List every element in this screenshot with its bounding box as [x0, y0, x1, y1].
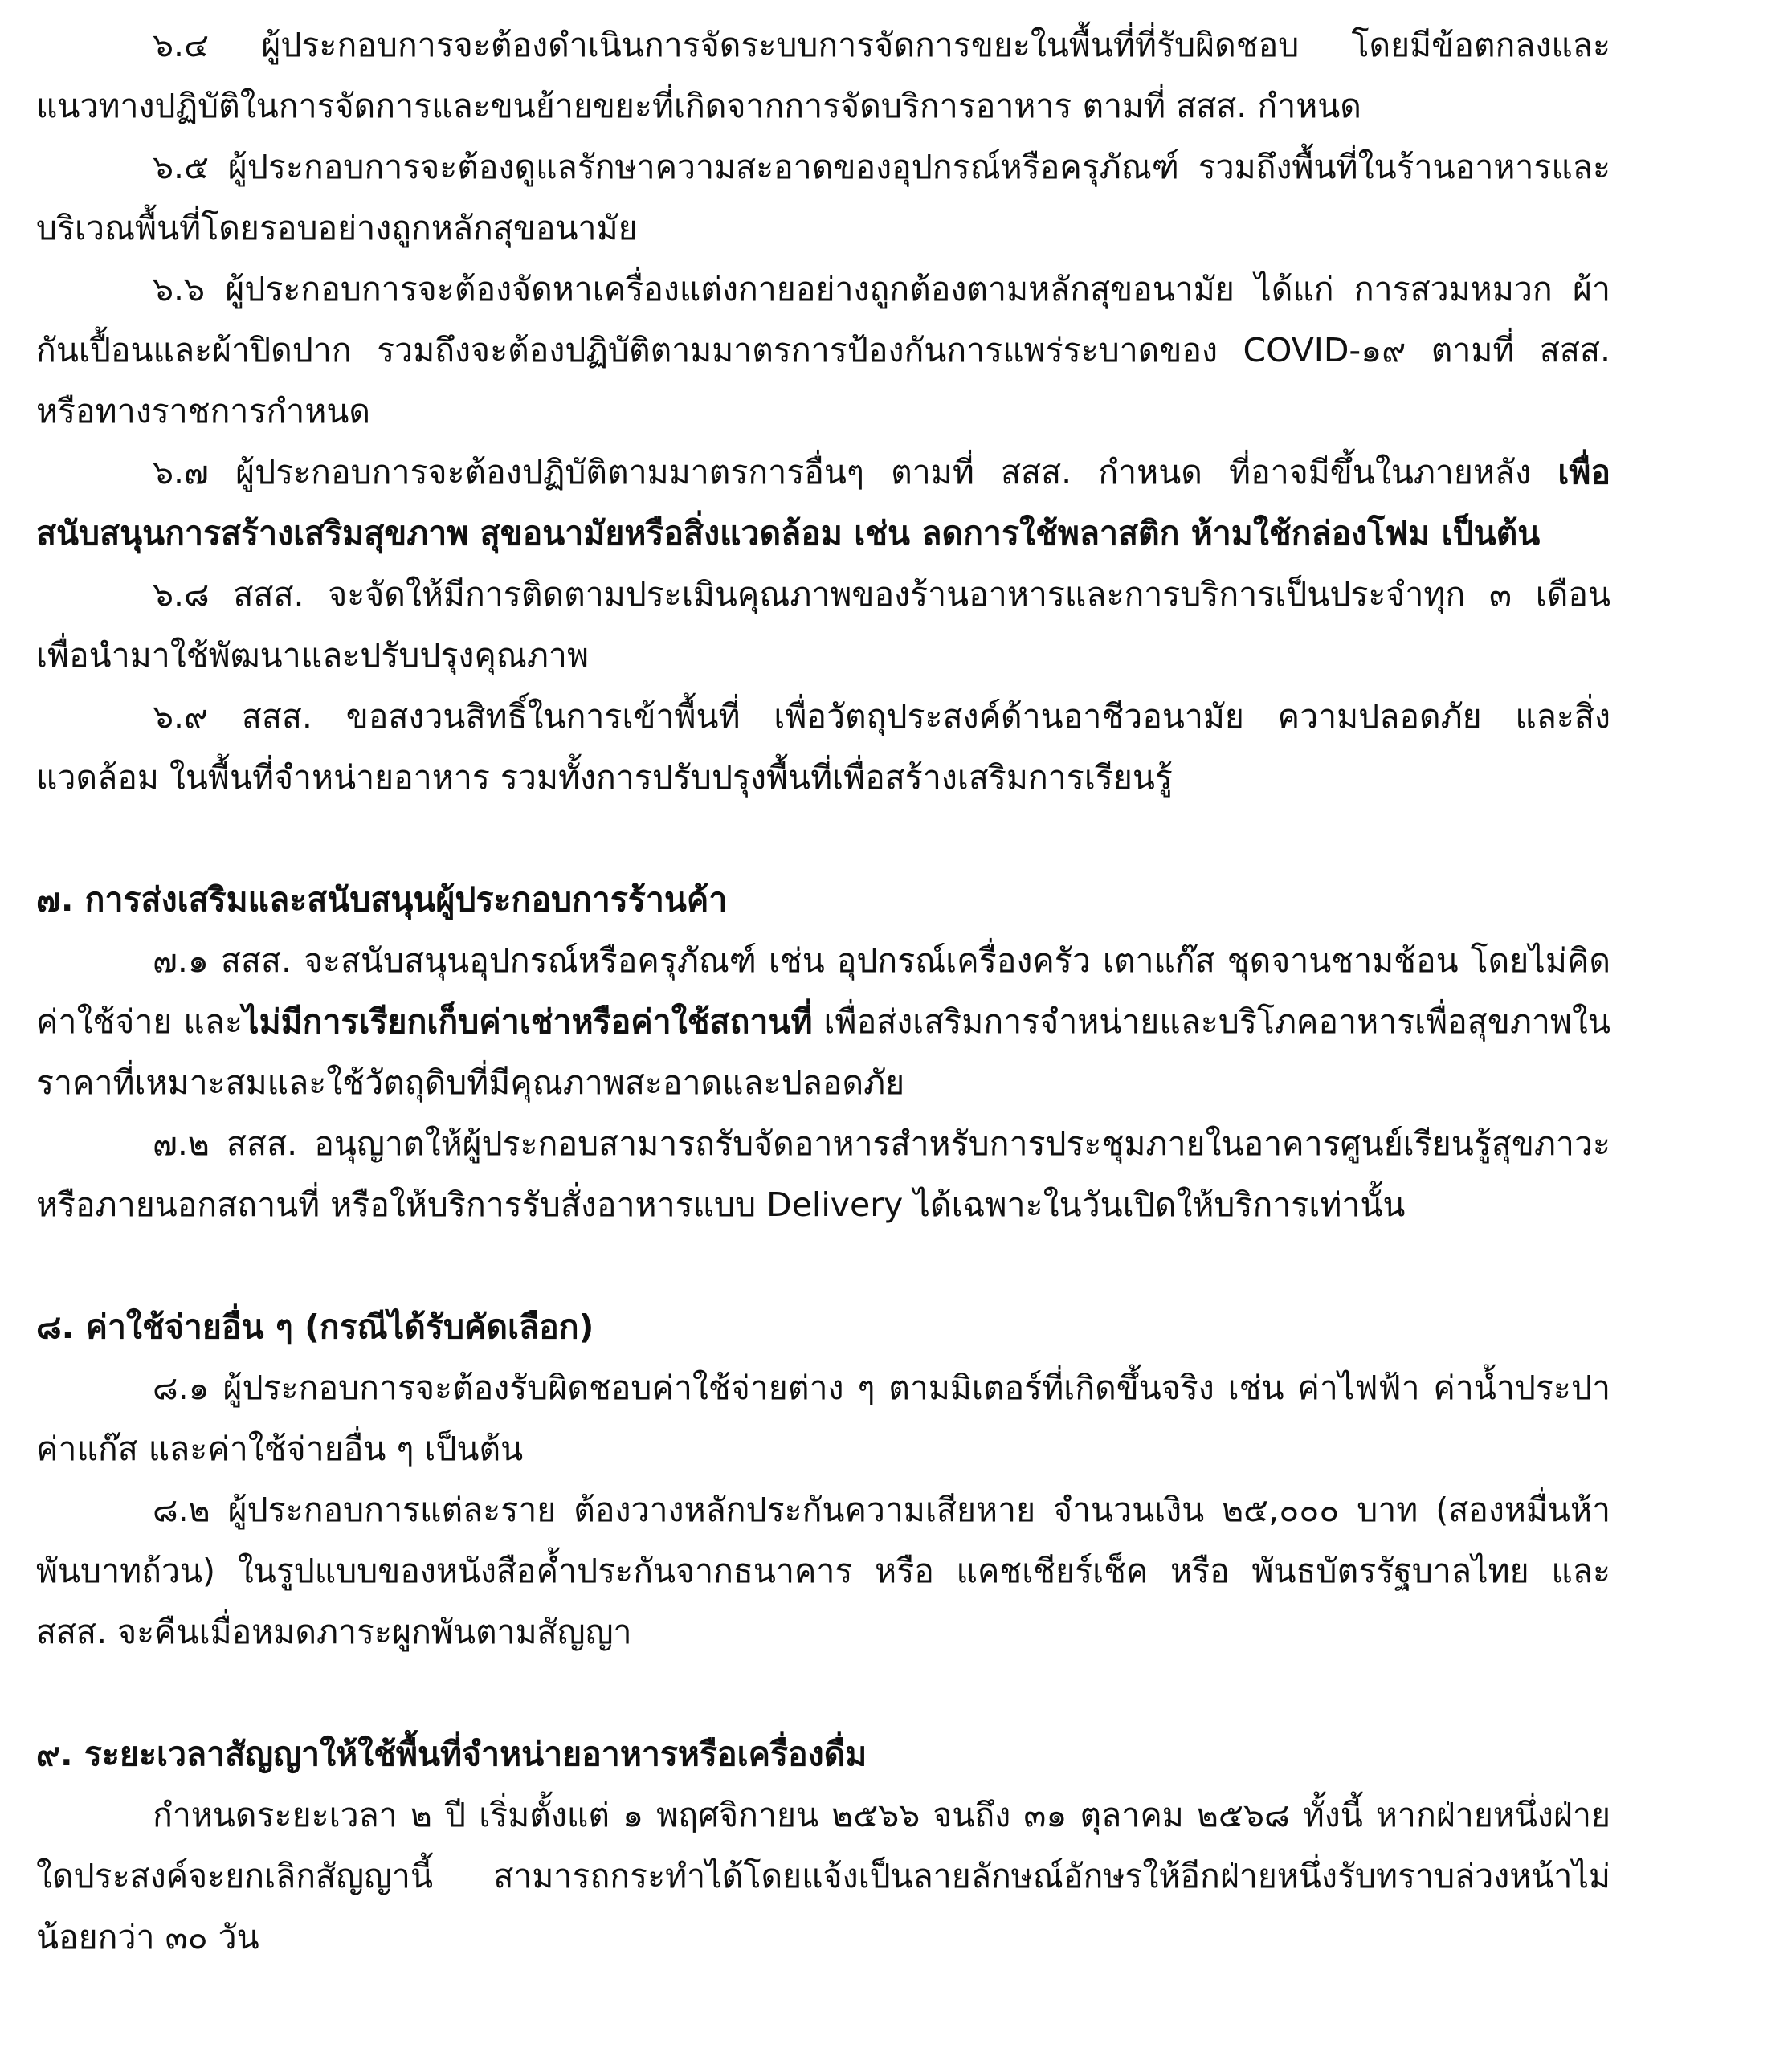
- section-9-heading: ๙. ระยะเวลาสัญญาให้ใช้พื้นที่จำหน่ายอาหารหรือเครื่องดื่ม: [36, 1735, 867, 1773]
- clause-6-6: ๖.๖ ผู้ประกอบการจะต้องจัดหาเครื่องแต่งกายอย่างถูกต้องตามหลักสุขอนามัย ได้แก่ การสวมหมวก ผ้ากันเปื้อนและผ้าปิดปาก รวมถึงจะต้องปฏิบัติตามมาตรการป้องกันการแพร่ระบาดของ COVID-๑๙ ตามที่ สสส. หรือทางราชการกำหนด: [36, 270, 1610, 430]
- section-spacer: [36, 1662, 1610, 1724]
- clause-7-1-bold: ไม่มีการเรียกเก็บค่าเช่าหรือค่าใช้สถานที่: [242, 1002, 813, 1041]
- document-page: [36, 14, 1610, 1968]
- clause-6-5: ๖.๕ ผู้ประกอบการจะต้องดูแลรักษาความสะอาดของอุปกรณ์หรือครุภัณฑ์ รวมถึงพื้นที่ในร้านอาหารและบริเวณพื้นที่โดยรอบอย่างถูกหลักสุขอนามัย: [36, 148, 1610, 247]
- clause-7-1-text-after: เพื่อส่งเสริมการจำหน่ายและบริโภคอาหารเพื่อสุขภาพในราคาที่เหมาะสมและใช้วัตถุดิบที่มีคุณภาพสะอาดและปลอดภัย: [36, 1002, 1610, 1102]
- section-spacer: [36, 808, 1610, 869]
- section-7-heading: ๗. การส่งเสริมและสนับสนุนผู้ประกอบการร้านค้า: [36, 880, 728, 919]
- clause-7-1-text: ๗.๑ สสส. จะสนับสนุนอุปกรณ์หรือครุภัณฑ์ เช่น อุปกรณ์เครื่องครัว เตาแก๊ส ชุดจานชามช้อน โดยไม่คิดค่าใช้จ่าย และ: [36, 941, 1610, 1041]
- section-8-heading: ๘. ค่าใช้จ่ายอื่น ๆ (กรณีได้รับคัดเลือก): [36, 1307, 594, 1346]
- clause-6-4: ๖.๔ ผู้ประกอบการจะต้องดำเนินการจัดระบบการจัดการขยะในพื้นที่ที่รับผิดชอบ โดยมีข้อตกลงและแนวทางปฏิบัติในการจัดการและขนย้ายขยะที่เกิดจากการจัดบริการอาหาร ตามที่ สสส. กำหนด: [36, 26, 1610, 125]
- clause-6-9: ๖.๙ สสส. ขอสงวนสิทธิ์ในการเข้าพื้นที่ เพื่อวัตถุประสงค์ด้านอาชีวอนามัย ความปลอดภัย และสิ่งแวดล้อม ในพื้นที่จำหน่ายอาหาร รวมทั้งการปรับปรุงพื้นที่เพื่อสร้างเสริมการเรียนรู้: [36, 697, 1610, 797]
- clause-6-7-text: ๖.๗ ผู้ประกอบการจะต้องปฏิบัติตามมาตรการอื่นๆ ตามที่ สสส. กำหนด ที่อาจมีขึ้นในภายหลัง: [153, 453, 1558, 492]
- clause-7-1: [36, 930, 1610, 1113]
- clause-6-7-bold: เพื่อสนับสนุนการสร้างเสริมสุขภาพ สุขอนามัยหรือสิ่งแวดล้อม เช่น ลดการใช้พลาสติก ห้ามใช้กล่องโฟม เป็นต้น: [36, 453, 1610, 553]
- section-spacer: [36, 1235, 1610, 1296]
- clause-8-2: ๘.๒ ผู้ประกอบการแต่ละราย ต้องวางหลักประกันความเสียหาย จำนวนเงิน ๒๕,๐๐๐ บาท (สองหมื่นห้าพันบาทถ้วน) ในรูปแบบของหนังสือค้ำประกันจากธนาคาร หรือ แคชเชียร์เช็ค หรือ พันธบัตรรัฐบาลไทย และ สสส. จะคืนเมื่อหมดภาระผูกพันตามสัญญา: [36, 1491, 1610, 1651]
- clause-7-2: ๗.๒ สสส. อนุญาตให้ผู้ประกอบสามารถรับจัดอาหารสำหรับการประชุมภายในอาคารศูนย์เรียนรู้สุขภาวะ หรือภายนอกสถานที่ หรือให้บริการรับสั่งอาหารแบบ Delivery ได้เฉพาะในวันเปิดให้บริการเท่านั้น: [36, 1124, 1610, 1224]
- clause-6-7: [36, 442, 1610, 564]
- clause-6-8: ๖.๘ สสส. จะจัดให้มีการติดตามประเมินคุณภาพของร้านอาหารและการบริการเป็นประจำทุก ๓ เดือน เพื่อนำมาใช้พัฒนาและปรับปรุงคุณภาพ: [36, 575, 1610, 675]
- clause-9-1: กำหนดระยะเวลา ๒ ปี เริ่มตั้งแต่ ๑ พฤศจิกายน ๒๕๖๖ จนถึง ๓๑ ตุลาคม ๒๕๖๘ ทั้งนี้ หากฝ่ายหนึ่งฝ่ายใดประสงค์จะยกเลิกสัญญานี้ สามารถกระทำได้โดยแจ้งเป็นลายลักษณ์อักษรให้อีกฝ่ายหนึ่งรับทราบล่วงหน้าไม่น้อยกว่า ๓๐ วัน: [36, 1796, 1610, 1956]
- clause-8-1: ๘.๑ ผู้ประกอบการจะต้องรับผิดชอบค่าใช้จ่ายต่าง ๆ ตามมิเตอร์ที่เกิดขึ้นจริง เช่น ค่าไฟฟ้า ค่าน้ำประปา ค่าแก๊ส และค่าใช้จ่ายอื่น ๆ เป็นต้น: [36, 1369, 1610, 1468]
